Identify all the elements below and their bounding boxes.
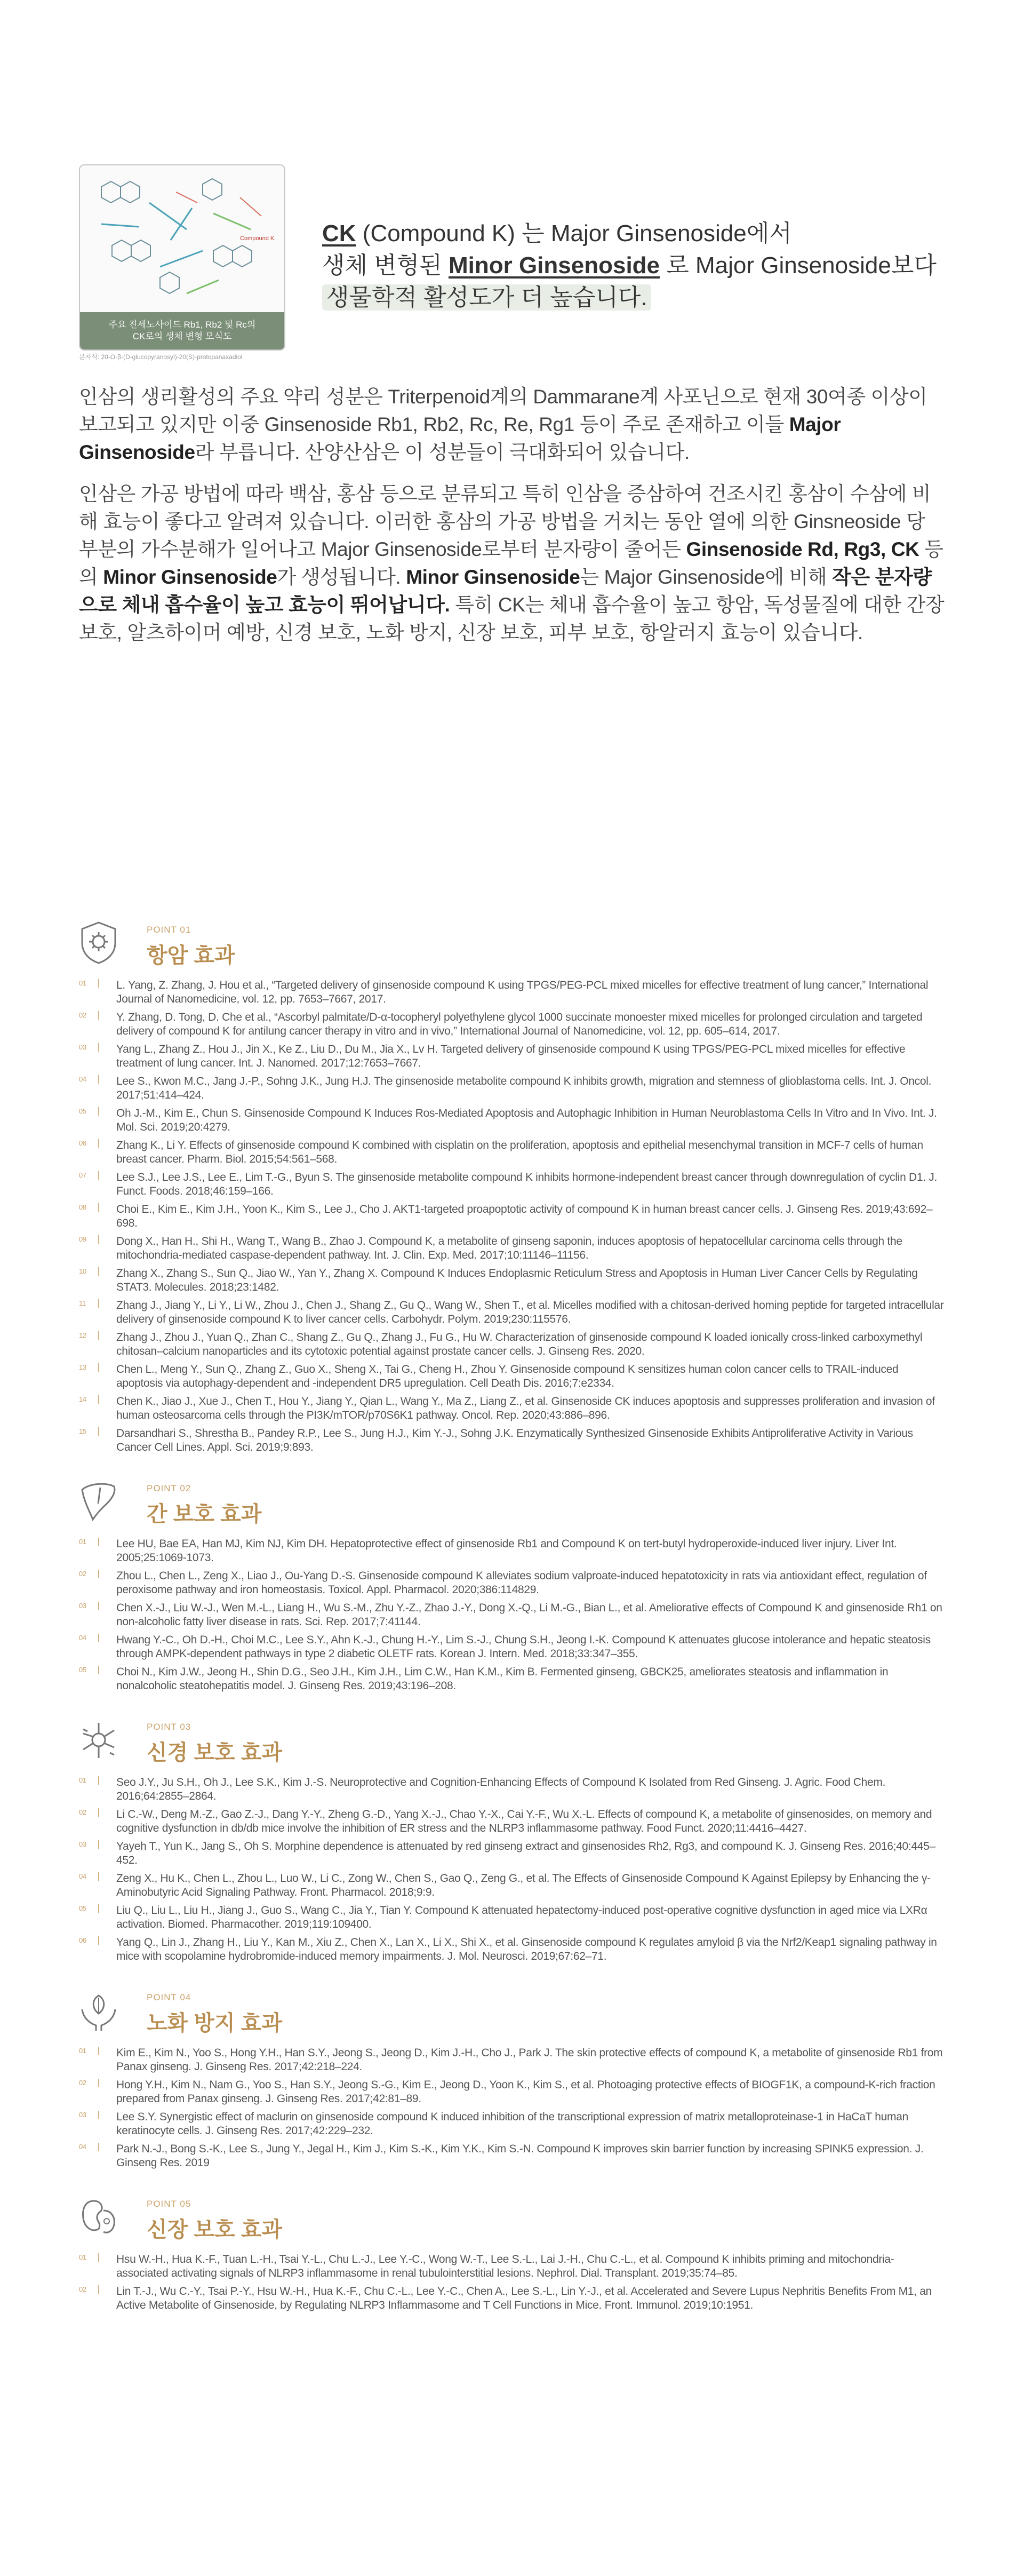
reference-number: 11 <box>79 1299 99 1308</box>
headline-minor: Minor Ginsenoside <box>448 252 660 279</box>
compound-k-label: Compound K <box>240 235 275 242</box>
reference-text: L. Yang, Z. Zhang, J. Hou et al., “Targeted delivery of ginsenoside compound K using TPGS/PEG-PCL mixed micelles for effective treatment of lung cancer,” International Journal of Nanomedicine, vol. 12, pp. 7653–7667, 2017. <box>116 979 929 1005</box>
liver-icon <box>79 1479 118 1524</box>
reference-text: Hong Y.H., Kim N., Nam G., Yoo S., Han S.Y., Jeong S.-G., Kim E., Jeong D., Yoon K., Kim S., et al. Photoaging protective effects of BIOGF1K, a compound-K-rich fraction prepared from Panax ginseng. J. Ginseng Res. 2017;42:81–89. <box>116 2079 935 2105</box>
intro-p2-b2: Minor Ginsenoside <box>103 566 277 588</box>
diagram-banner-line1: 주요 진세노사이드 Rb1, Rb2 및 Rc의 <box>108 320 256 330</box>
point-title: 노화 방지 효과 <box>147 2011 283 2035</box>
reference-item <box>79 1427 945 1454</box>
points-section <box>79 920 945 2337</box>
reference-text: Chen K., Jiao J., Xue J., Chen T., Hou Y., Jiang Y., Qian L., Wang Y., Ma Z., Liang Z., et al. Ginsenoside CK induces apoptosis and suppresses proliferation and invasion of human osteosarcoma cells through the PI3K/mTOR/p70S6K1 pathway. Oncol. Rep. 2020;43:886–896. <box>116 1395 935 1421</box>
reference-text: Liu Q., Liu L., Liu H., Jiang J., Guo S., Wang C., Jia Y., Tian Y. Compound K attenuated hepatectomy-induced post-operative cognitive dysfunction in aged mice via LXRα activation. Biomed. Pharmacother. 2019;119:109400. <box>116 1904 927 1930</box>
reference-number: 01 <box>79 2047 99 2055</box>
reference-number: 06 <box>79 1139 99 1148</box>
reference-number: 08 <box>79 1203 99 1212</box>
reference-number: 03 <box>79 1602 99 1610</box>
point-section <box>79 1988 945 2170</box>
point-header <box>79 1479 945 1530</box>
reference-number: 03 <box>79 1840 99 1849</box>
intro-p1-pre: 인삼의 생리활성의 주요 약리 성분은 Triterpenoid계의 Dammarane계 사포닌으로 현재 30여종 이상이 보고되고 있지만 이중 Ginsenoside Rb1, Rb2, Rc, Re, Rg1 등이 주로 존재하고 이들 <box>79 386 927 435</box>
reference-number: 04 <box>79 1075 99 1084</box>
reference-number: 06 <box>79 1936 99 1945</box>
point-section <box>79 920 945 1454</box>
intro-p2-f: 특히 CK는 체내 흡수율이 높고 항암, 독성물질에 대한 간장 보호, 알츠하이머 예방, 신경 보호, 노화 방지, 신장 보호, 피부 보호, 항알러지 효능이 있습니다. <box>79 594 945 643</box>
reference-text: Zhou L., Chen L., Zeng X., Liao J., Ou-Yang D.-S. Ginsenoside compound K alleviates sodium valproate-induced hepatotoxicity in rats via antioxidant effect, regulation of peroxisome pathway and iron homeostasis. Toxicol. Appl. Pharmacol. 2020;386:114829. <box>116 1570 927 1596</box>
reference-number: 15 <box>79 1427 99 1436</box>
reference-number: 10 <box>79 1267 99 1276</box>
reference-number: 02 <box>79 1011 99 1020</box>
intro-p2-b3: Minor Ginsenoside <box>406 566 580 588</box>
reference-text: Choi N., Kim J.W., Jeong H., Shin D.G., Seo J.H., Kim J.H., Lim C.W., Han K.M., Kim B. Fermented ginseng, GBCK25, ameliorates steatosis and inflammation in nonalcoholic steatohepatitis model. J. Ginseng Res. 2019;43:196–208. <box>116 1666 889 1692</box>
reference-text: Park N.-J., Bong S.-K., Lee S., Jung Y., Jegal H., Kim J., Kim S.-K., Kim Y.K., Kim S.-N. Compound K improves skin barrier function by increasing SPINK5 expression. J. Ginseng Res. 2019 <box>116 2143 924 2169</box>
reference-number: 07 <box>79 1171 99 1180</box>
diagram-banner-line2: CK로의 생체 변형 모식도 <box>132 331 232 341</box>
point-label: POINT 05 <box>147 2199 191 2209</box>
intro-text <box>79 383 945 661</box>
point-label: POINT 02 <box>147 1483 191 1493</box>
headline <box>322 218 946 314</box>
reference-item <box>79 1665 945 1693</box>
headline-line2-post: 로 Major Ginsenoside보다 <box>660 252 937 279</box>
reference-text: Hsu W.-H., Hua K.-F., Tuan L.-H., Tsai Y.-L., Chu L.-J., Lee Y.-C., Wong W.-T., Lee S.-L., Lai J.-H., Chu C.-L., et al. Compound K inhibits priming and mitochondria-associated activating signals of NLRP3 inflammasome in renal tubulointerstitial lesions. Nephrol. Dial. Transplant. 2019;35:74–85. <box>116 2253 894 2279</box>
reference-number: 05 <box>79 1904 99 1913</box>
reference-number: 01 <box>79 979 99 988</box>
point-title: 신장 보호 효과 <box>147 2218 283 2241</box>
reference-text: Zhang X., Zhang S., Sun Q., Jiao W., Yan Y., Zhang X. Compound K Induces Endoplasmic Reticulum Stress and Apoptosis in Human Liver Cancer Cells by Regulating STAT3. Molecules. 2018;23:1482. <box>116 1267 918 1293</box>
reference-text: Choi E., Kim E., Kim J.H., Yoon K., Kim S., Lee J., Cho J. AKT1-targeted proapoptotic activity of compound K in human breast cancer cells. J. Ginseng Res. 2019;43:692–698. <box>116 1203 933 1229</box>
reference-item <box>79 1011 945 1038</box>
point-title: 신경 보호 효과 <box>147 1741 283 1764</box>
point-title: 항암 효과 <box>147 944 235 967</box>
reference-item <box>79 1075 945 1102</box>
reference-number: 03 <box>79 1043 99 1052</box>
reference-number: 02 <box>79 2079 99 2087</box>
reference-item <box>79 1395 945 1422</box>
reference-item <box>79 1537 945 1565</box>
reference-text: Zeng X., Hu K., Chen L., Zhou L., Luo W., Li C., Zong W., Chen S., Gao Q., Zeng G., et al. The Effects of Ginsenoside Compound K Against Epilepsy by Enhancing the γ-Aminobutyric Acid Signaling Pathway. Front. Pharmacol. 2018;9:9. <box>116 1872 931 1898</box>
reference-text: Yang L., Zhang Z., Hou J., Jin X., Ke Z., Liu D., Du M., Jia X., Lv H. Targeted delivery of ginsenoside compound K using TPGS/PEG-PCL mixed micelles for effective treatment of lung cancer. Int. J. Nanomed. 2017;12:7653–7667. <box>116 1043 906 1069</box>
reference-text: Seo J.Y., Ju S.H., Oh J., Lee S.K., Kim J.-S. Neuroprotective and Cognition-Enhancing Effects of Compound K Isolated from Red Ginseng. J. Agric. Food Chem. 2016;64:2855–2864. <box>116 1776 886 1802</box>
biotransformation-diagram <box>79 164 285 351</box>
intro-p2-a: 인삼은 가공 방법에 따라 백삼, 홍삼 등으로 분류되고 특히 인삼을 증삼하여 건조시킨 홍삼이 수삼에 비해 효능이 좋다고 알려져 있습니다. 이러한 홍삼의 가공 방법을 거치는 동안 열에 의한 Ginsneoside 당 부분의 가수분해가 일어나고 Major Ginsenoside로부터 분자량이 줄어든 <box>79 483 931 560</box>
reference-number: 05 <box>79 1107 99 1116</box>
point-section <box>79 2195 945 2312</box>
reference-text: Li C.-W., Deng M.-Z., Gao Z.-J., Dang Y.-Y., Zheng G.-D., Yang X.-J., Chao Y.-X., Cai Y.-F., Wu X.-L. Effects of compound K, a metabolite of ginsenosides, on memory and cognitive dysfunction in db/db mice involve the inhibition of ER stress and the NLRP3 inflammasome pathway. Food Funct. 2020;11:4416–4427. <box>116 1808 932 1834</box>
reference-item <box>79 2253 945 2280</box>
intro-p2-b4: 작은 분자량으로 체내 흡수율이 높고 효능이 뛰어납니다. <box>79 566 932 616</box>
reference-number: 04 <box>79 1872 99 1881</box>
reference-item <box>79 1299 945 1326</box>
point-label: POINT 04 <box>147 1992 191 2002</box>
intro-p2-d: 가 생성됩니다. <box>277 566 406 588</box>
reference-item <box>79 1139 945 1166</box>
headline-ck: CK <box>322 220 356 247</box>
reference-text: Lee HU, Bae EA, Han MJ, Kim NJ, Kim DH. Hepatoprotective effect of ginsenoside Rb1 and Compound K on tert-butyl hydroperoxide-induced liver injury. Liver Int. 2005;25:1069-1073. <box>116 1538 897 1564</box>
molecule-diagram-icon <box>80 165 284 312</box>
reference-item <box>79 1331 945 1358</box>
reference-item <box>79 2285 945 2312</box>
reference-number: 02 <box>79 1808 99 1817</box>
reference-text: Hwang Y.-C., Oh D.-H., Choi M.C., Lee S.Y., Ahn K.-J., Chung H.-Y., Lim S.-J., Chung S.H., Jeong I.-K. Compound K attenuates glucose intolerance and hepatic steatosis through AMPK-dependent pathways in type 2 diabetic OLETF rats. Korean J. Intern. Med. 2018;33:347–355. <box>116 1634 931 1660</box>
intro-p2-e: 는 Major Ginsenoside에 비해 <box>580 566 833 588</box>
reference-text: Zhang K., Li Y. Effects of ginsenoside compound K combined with cisplatin on the proliferation, apoptosis and epithelial mesenchymal transition in MCF-7 cells of human breast cancer. Pharm. Biol. 2015;54:561–568. <box>116 1139 923 1165</box>
point-label: POINT 01 <box>147 925 191 935</box>
reference-item <box>79 1904 945 1931</box>
intro-p2-b1: Ginsenoside Rd, Rg3, CK <box>686 538 919 560</box>
intro-paragraph-1 <box>79 383 945 466</box>
reference-number: 12 <box>79 1331 99 1340</box>
reference-item <box>79 1043 945 1070</box>
reference-item <box>79 1363 945 1390</box>
diagram-banner <box>80 312 284 349</box>
reference-text: Kim E., Kim N., Yoo S., Hong Y.H., Han S.Y., Jeong S., Jeong D., Kim J.-H., Cho J., Park J. The skin protective effects of compound K, a metabolite of ginsenoside Rb1 from Panax ginseng. J. Ginseng Res. 2017;42:218–224. <box>116 2047 943 2073</box>
reference-text: Yayeh T., Yun K., Jang S., Oh S. Morphine dependence is attenuated by red ginseng extract and ginsenosides Rh2, Rg3, and compound K. J. Ginseng Res. 2016;40:445–452. <box>116 1840 935 1866</box>
point-header <box>79 920 945 971</box>
reference-text: Lee S., Kwon M.C., Jang J.-P., Sohng J.K., Jung H.J. The ginsenoside metabolite compound K inhibits growth, migration and stemness of glioblastoma cells. Int. J. Oncol. 2017;51:414–424. <box>116 1075 932 1101</box>
reference-item <box>79 2110 945 2138</box>
reference-number: 02 <box>79 1570 99 1578</box>
reference-item <box>79 1203 945 1230</box>
reference-number: 02 <box>79 2285 99 2294</box>
reference-number: 14 <box>79 1395 99 1404</box>
reference-text: Lee S.J., Lee J.S., Lee E., Lim T.-G., Byun S. The ginsenoside metabolite compound K inhibits hormone-independent breast cancer through downregulation of cyclin D1. J. Funct. Foods. 2018;46:159–166. <box>116 1171 938 1197</box>
reference-item <box>79 1808 945 1835</box>
reference-item <box>79 1936 945 1963</box>
reference-number: 01 <box>79 1538 99 1546</box>
reference-number: 03 <box>79 2111 99 2119</box>
reference-text: Y. Zhang, D. Tong, D. Che et al., “Ascorbyl palmitate/D-α-tocopheryl polyethylene glycol 1000 succinate monoester mixed micelles for prolonged circulation and targeted delivery of compound K for antilung cancer therapy in vitro and in vivo,” International Journal of Nanomedicine, vol. 12, pp. 605–614, 2017. <box>116 1011 923 1037</box>
reference-text: Chen X.-J., Liu W.-J., Wen M.-L., Liang H., Wu S.-M., Zhu Y.-Z., Zhao J.-Y., Dong X.-Q., Li M.-G., Bian L., et al. Ameliorative effects of Compound K and ginsenoside Rh1 on non-alcoholic fatty liver disease in rats. Sci. Rep. 2017;7:41144. <box>116 1602 942 1628</box>
point-section <box>79 1718 945 1963</box>
reference-text: Lee S.Y. Synergistic effect of maclurin on ginsenoside compound K induced inhibition of the transcriptional expression of matrix metalloproteinase-1 in HaCaT human keratinocyte cells. J. Ginseng Res. 2017;42:229–232. <box>116 2111 908 2137</box>
reference-text: Oh J.-M., Kim E., Chun S. Ginsenoside Compound K Induces Ros-Mediated Apoptosis and Autophagic Inhibition in Human Neuroblastoma Cells In Vitro and In Vivo. Int. J. Mol. Sci. 2019;20:4279. <box>116 1107 937 1133</box>
reference-item <box>79 1569 945 1597</box>
diagram-caption: 분자식: 20-O-β-(D-glucopyranosyl)-20(S)-protopanaxadiol <box>79 353 243 361</box>
reference-item <box>79 1107 945 1134</box>
point-section <box>79 1479 945 1693</box>
reference-text: Zhang J., Jiang Y., Li Y., Li W., Zhou J., Chen J., Shang Z., Gu Q., Wang W., Shen T., et al. Micelles modified with a chitosan-derived homing peptide for targeted intracellular delivery of ginsenoside compound K to liver cancer cells. Carbohydr. Polym. 2019;230:115576. <box>116 1299 944 1325</box>
headline-line2-pre: 생체 변형된 <box>322 252 449 279</box>
reference-item <box>79 2078 945 2106</box>
hands-leaf-icon <box>79 1988 118 2033</box>
point-header <box>79 2195 945 2245</box>
neuron-icon <box>79 1718 118 1762</box>
reference-number: 01 <box>79 1776 99 1785</box>
kidney-icon <box>79 2195 118 2239</box>
reference-text: Yang Q., Lin J., Zhang H., Liu Y., Kan M., Xiu Z., Chen X., Lan X., Li X., Shi X., et al. Ginsenoside compound K regulates amyloid β via the Nrf2/Keap1 signaling pathway in mice with scopolamine hydrobromide-induced memory impairments. J. Mol. Neurosci. 2019;67:62–71. <box>116 1936 937 1962</box>
reference-item <box>79 1840 945 1867</box>
reference-text: Lin T.-J., Wu C.-Y., Tsai P.-Y., Hsu W.-H., Hua K.-F., Chu C.-L., Lee Y.-C., Chen A., Lee S.-L., Lin Y.-J., et al. Accelerated and Severe Lupus Nephritis Benefits From M1, an Active Metabolite of Ginsenoside, by Regulating NLRP3 Inflammasome and T Cell Functions in Mice. Front. Immunol. 2019;10:1951. <box>116 2285 932 2311</box>
reference-item <box>79 1171 945 1198</box>
reference-number: 04 <box>79 1634 99 1642</box>
intro-paragraph-2 <box>79 480 945 647</box>
reference-text: Darsandhari S., Shrestha B., Pandey R.P., Lee S., Jung H.J., Kim Y.-J., Sohng J.K. Enzymatically Synthesized Ginsenoside Exhibits Antiproliferative Activity in Various Cancer Cell Lines. Appl. Sci. 2019;9:893. <box>116 1427 913 1453</box>
reference-item <box>79 1776 945 1803</box>
reference-item <box>79 2046 945 2074</box>
reference-item <box>79 979 945 1006</box>
headline-line3: 생물학적 활성도가 더 높습니다. <box>322 284 651 311</box>
reference-number: 09 <box>79 1235 99 1244</box>
reference-item <box>79 2142 945 2170</box>
intro-p1-post: 라 부릅니다. 산양산삼은 이 성분들이 극대화되어 있습니다. <box>195 441 690 463</box>
reference-item <box>79 1601 945 1629</box>
reference-item <box>79 1235 945 1262</box>
virus-shield-icon <box>79 920 118 965</box>
reference-text: Zhang J., Zhou J., Yuan Q., Zhan C., Shang Z., Gu Q., Zhang J., Fu G., Hu W. Characterization of ginsenoside compound K loaded ionically cross-linked carboxymethyl chitosan–calcium nanoparticles and its cytotoxic potential against prostate cancer cells. J. Ginseng Res. 2020. <box>116 1331 923 1357</box>
headline-compound: (Compound K) 는 Major Ginsenoside에서 <box>356 220 792 247</box>
reference-item <box>79 1267 945 1294</box>
point-header <box>79 1988 945 2039</box>
reference-text: Chen L., Meng Y., Sun Q., Zhang Z., Guo X., Sheng X., Tai G., Cheng H., Zhou Y. Ginsenoside compound K sensitizes human colon cancer cells to TRAIL-induced apoptosis via autophagy-dependent and -independent DR5 upregulation. Cell Death Dis. 2016;7:e2334. <box>116 1363 899 1389</box>
reference-number: 05 <box>79 1666 99 1674</box>
reference-text: Dong X., Han H., Shi H., Wang T., Wang B., Zhao J. Compound K, a metabolite of ginseng saponin, induces apoptosis of hepatocellular carcinoma cells through the mitochondria-mediated caspase-dependent pathway. Int. J. Clin. Exp. Med. 2017;10:11146–11156. <box>116 1235 902 1261</box>
point-header <box>79 1718 945 1768</box>
point-label: POINT 03 <box>147 1722 191 1732</box>
reference-number: 13 <box>79 1363 99 1372</box>
intro-p1-bold: Major Ginsenoside <box>79 414 841 463</box>
intro-p2-c: 등의 <box>79 538 943 588</box>
reference-number: 04 <box>79 2143 99 2151</box>
point-title: 간 보호 효과 <box>147 1502 262 1526</box>
reference-item <box>79 1633 945 1661</box>
reference-number: 01 <box>79 2253 99 2262</box>
reference-item <box>79 1872 945 1899</box>
